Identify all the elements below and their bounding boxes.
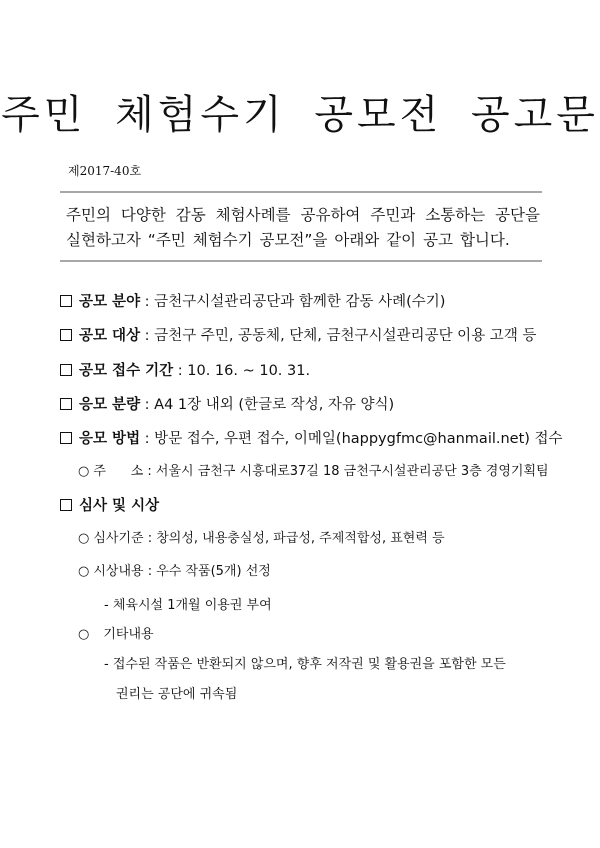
target-label: 공모 대상 [79, 328, 141, 344]
dash-bullet: - [104, 657, 109, 672]
judging-criteria [78, 530, 445, 548]
divider-bottom [60, 260, 542, 262]
intro-line-1: 주민의 다양한 감동 체험사례를 공유하여 주민과 소통하는 공단을 [66, 206, 540, 224]
intro-line-2: 실현하고자 “주민 체험수기 공모전”을 아래와 같이 공고 합니다. [66, 231, 510, 249]
document-number: 제2017-40호 [68, 164, 142, 178]
circle-bullet-icon: ○ [78, 464, 90, 479]
period-label: 공모 접수 기간 [79, 363, 174, 379]
checkbox-square-icon [60, 398, 72, 410]
checkbox-square-icon [60, 432, 72, 444]
circle-bullet-icon: ○ [78, 531, 90, 546]
section-field [60, 292, 445, 312]
address-value: : 서울시 금천구 시흥대로37길 18 금천구시설관리공단 3층 경영기획팀 [143, 464, 549, 479]
length-value: : A4 1장 내외 (한글로 작성, 자유 양식) [140, 397, 395, 413]
award-detail [104, 597, 272, 615]
period-value: : 10. 16. ~ 10. 31. [173, 363, 311, 379]
checkbox-square-icon [60, 499, 72, 511]
checkbox-square-icon [60, 329, 72, 341]
field-value: : 금천구시설관리공단과 함께한 감동 사례(수기) [140, 294, 446, 310]
judging-award [78, 563, 271, 581]
method-value: : 방문 접수, 우편 접수, 이메일(happygfmc@hanmail.net) 접수 [140, 431, 563, 447]
judging-criteria-text: 심사기준 : 창의성, 내용충실성, 파급성, 주제적합성, 표현력 등 [93, 531, 445, 546]
page-title: 주민 체험수기 공모전 공고문 [1, 92, 599, 138]
address-label: 주 소 [93, 464, 144, 479]
section-method [60, 429, 563, 449]
section-target [60, 326, 536, 346]
section-judging [60, 496, 159, 516]
target-value: : 금천구 주민, 공동체, 단체, 금천구시설관리공단 이용 고객 등 [140, 328, 537, 344]
circle-bullet-icon: ○ [78, 564, 90, 579]
method-label: 응모 방법 [79, 431, 141, 447]
section-address [78, 463, 549, 481]
judging-other [78, 626, 154, 644]
length-label: 응모 분량 [79, 397, 141, 413]
section-period [60, 361, 310, 381]
circle-bullet-icon: ○ [78, 627, 90, 642]
section-length [60, 395, 394, 415]
checkbox-square-icon [60, 364, 72, 376]
judging-award-text: 시상내용 : 우수 작품(5개) 선정 [93, 564, 271, 579]
other-detail-text-2: 권리는 공단에 귀속됨 [116, 687, 238, 702]
intro-paragraph [66, 203, 540, 253]
judging-label: 심사 및 시상 [79, 498, 160, 514]
dash-bullet: - [104, 598, 109, 613]
other-detail-1 [104, 656, 506, 674]
judging-other-text: 기타내용 [103, 627, 154, 642]
other-detail-2 [116, 686, 237, 704]
field-label: 공모 분야 [79, 294, 141, 310]
divider-top [60, 191, 542, 193]
checkbox-square-icon [60, 295, 72, 307]
other-detail-text-1: 접수된 작품은 반환되지 않으며, 향후 저작권 및 활용권을 포함한 모든 [112, 657, 506, 672]
award-detail-text: 체육시설 1개월 이용권 부여 [112, 598, 272, 613]
